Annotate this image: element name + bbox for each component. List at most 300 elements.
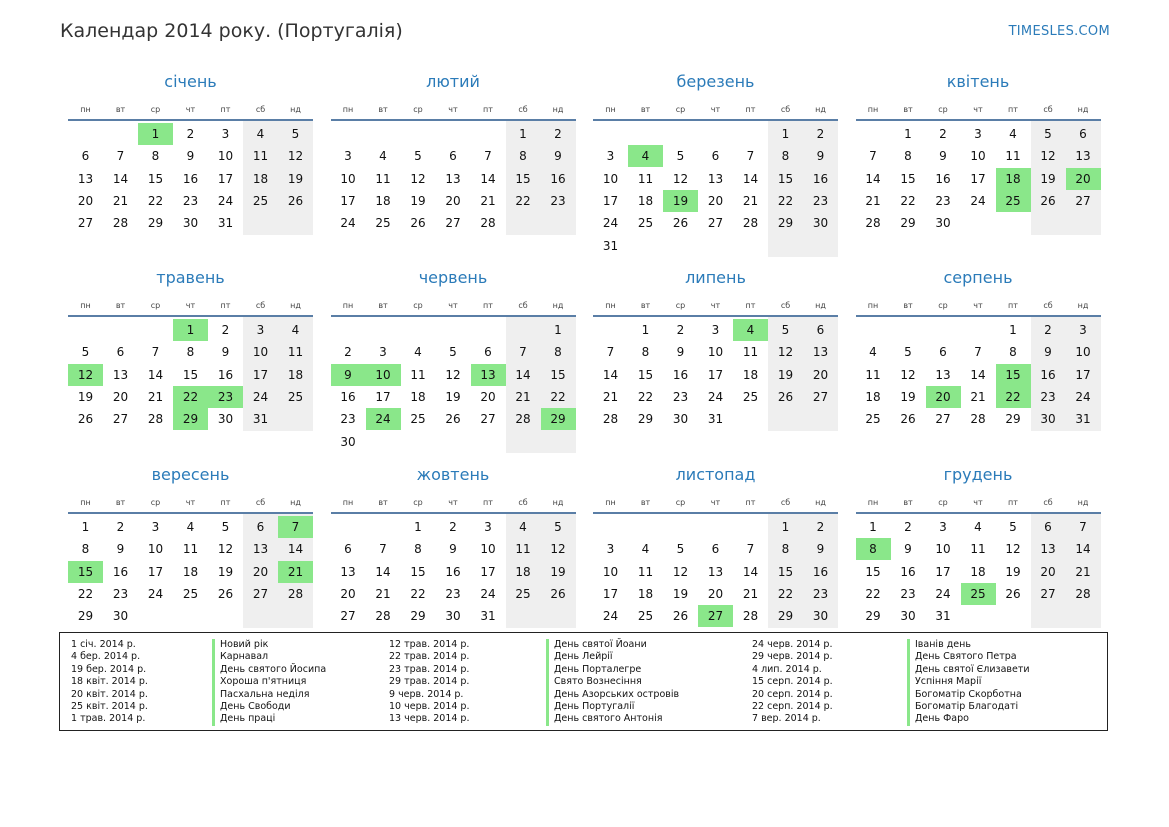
day-cell[interactable]: 20 [77, 193, 94, 208]
day-cell[interactable]: 13 [1075, 149, 1091, 164]
day-cell[interactable]: 24 [602, 609, 619, 624]
day-cell[interactable]: 16 [935, 171, 951, 186]
day-cell[interactable]: 7 [869, 149, 877, 164]
holiday-day-cell[interactable]: 25 [961, 583, 996, 605]
day-cell[interactable]: 8 [554, 345, 562, 360]
day-cell[interactable]: 23 [900, 586, 916, 601]
day-cell[interactable]: 26 [1040, 193, 1056, 208]
day-cell[interactable]: 1 [904, 127, 912, 141]
day-cell[interactable]: 11 [637, 171, 654, 186]
day-cell[interactable]: 1 [641, 323, 650, 337]
day-cell[interactable]: 28 [147, 412, 164, 427]
day-cell[interactable]: 25 [742, 389, 759, 404]
day-cell[interactable]: 14 [112, 171, 129, 186]
day-cell[interactable]: 11 [515, 542, 531, 557]
day-cell[interactable]: 14 [375, 564, 391, 579]
day-cell[interactable]: 17 [480, 564, 496, 579]
day-cell[interactable]: 8 [781, 149, 790, 164]
day-cell[interactable]: 26 [550, 586, 566, 601]
day-cell[interactable]: 15 [410, 564, 426, 579]
day-cell[interactable]: 11 [410, 367, 426, 382]
day-cell[interactable]: 17 [252, 367, 269, 382]
day-cell[interactable]: 3 [606, 542, 615, 557]
day-cell[interactable]: 17 [147, 564, 164, 579]
day-cell[interactable]: 29 [77, 609, 94, 624]
day-cell[interactable]: 14 [515, 367, 531, 382]
day-cell[interactable]: 19 [445, 389, 461, 404]
day-cell[interactable]: 31 [1075, 412, 1091, 427]
day-cell[interactable]: 26 [287, 193, 304, 208]
day-cell[interactable]: 24 [147, 586, 164, 601]
day-cell[interactable]: 12 [900, 367, 916, 382]
day-cell[interactable]: 31 [602, 238, 619, 253]
day-cell[interactable]: 28 [375, 609, 391, 624]
day-cell[interactable]: 31 [935, 609, 951, 624]
day-cell[interactable]: 24 [970, 193, 986, 208]
day-cell[interactable]: 14 [865, 171, 881, 186]
day-cell[interactable]: 31 [707, 412, 724, 427]
day-cell[interactable]: 11 [182, 542, 199, 557]
day-cell[interactable]: 28 [970, 412, 986, 427]
day-cell[interactable]: 18 [287, 367, 304, 382]
day-cell[interactable]: 2 [554, 127, 562, 141]
day-cell[interactable]: 21 [602, 389, 619, 404]
day-cell[interactable]: 3 [221, 127, 230, 141]
day-cell[interactable]: 7 [974, 345, 982, 360]
holiday-day-cell[interactable]: 8 [856, 538, 891, 560]
day-cell[interactable]: 22 [77, 586, 94, 601]
day-cell[interactable]: 30 [340, 434, 356, 449]
day-cell[interactable]: 13 [252, 542, 269, 557]
day-cell[interactable]: 24 [1075, 389, 1091, 404]
day-cell[interactable]: 13 [340, 564, 356, 579]
day-cell[interactable]: 12 [217, 542, 234, 557]
day-cell[interactable]: 14 [602, 367, 619, 382]
day-cell[interactable]: 4 [641, 542, 650, 557]
day-cell[interactable]: 9 [116, 542, 125, 557]
day-cell[interactable]: 11 [252, 149, 269, 164]
day-cell[interactable]: 23 [340, 412, 356, 427]
day-cell[interactable]: 10 [217, 149, 234, 164]
holiday-day-cell[interactable]: 20 [1066, 168, 1101, 190]
day-cell[interactable]: 20 [252, 564, 269, 579]
day-cell[interactable]: 19 [1005, 564, 1021, 579]
day-cell[interactable]: 6 [711, 149, 720, 164]
day-cell[interactable]: 22 [515, 193, 531, 208]
holiday-day-cell[interactable]: 25 [996, 190, 1031, 212]
day-cell[interactable]: 14 [1075, 542, 1091, 557]
day-cell[interactable]: 24 [602, 216, 619, 231]
day-cell[interactable]: 15 [777, 171, 794, 186]
day-cell[interactable]: 27 [812, 389, 829, 404]
day-cell[interactable]: 30 [1040, 412, 1056, 427]
day-cell[interactable]: 10 [935, 542, 951, 557]
holiday-day-cell[interactable]: 9 [331, 364, 366, 386]
day-cell[interactable]: 12 [1005, 542, 1021, 557]
day-cell[interactable]: 25 [637, 216, 654, 231]
day-cell[interactable]: 18 [970, 564, 986, 579]
day-cell[interactable]: 3 [344, 149, 352, 164]
day-cell[interactable]: 3 [379, 345, 387, 360]
day-cell[interactable]: 6 [81, 149, 90, 164]
day-cell[interactable]: 10 [1075, 345, 1091, 360]
day-cell[interactable]: 9 [554, 149, 562, 164]
day-cell[interactable]: 18 [252, 171, 269, 186]
holiday-day-cell[interactable]: 15 [996, 364, 1031, 386]
day-cell[interactable]: 9 [904, 542, 912, 557]
day-cell[interactable]: 16 [445, 564, 461, 579]
day-cell[interactable]: 14 [742, 564, 759, 579]
day-cell[interactable]: 11 [637, 564, 654, 579]
day-cell[interactable]: 15 [147, 171, 164, 186]
day-cell[interactable]: 21 [375, 586, 391, 601]
day-cell[interactable]: 17 [375, 389, 391, 404]
day-cell[interactable]: 27 [445, 216, 461, 231]
day-cell[interactable]: 13 [707, 171, 724, 186]
day-cell[interactable]: 20 [112, 389, 129, 404]
day-cell[interactable]: 12 [672, 564, 689, 579]
day-cell[interactable]: 27 [77, 216, 94, 231]
day-cell[interactable]: 19 [777, 367, 794, 382]
day-cell[interactable]: 27 [252, 586, 269, 601]
day-cell[interactable]: 29 [777, 216, 794, 231]
day-cell[interactable]: 30 [217, 412, 234, 427]
day-cell[interactable]: 27 [1075, 193, 1091, 208]
day-cell[interactable]: 22 [637, 389, 654, 404]
day-cell[interactable]: 30 [812, 216, 829, 231]
day-cell[interactable]: 19 [77, 389, 94, 404]
holiday-day-cell[interactable]: 12 [68, 364, 103, 386]
day-cell[interactable]: 1 [781, 520, 790, 534]
day-cell[interactable]: 17 [340, 193, 356, 208]
day-cell[interactable]: 6 [1044, 520, 1052, 534]
day-cell[interactable]: 4 [414, 345, 422, 360]
day-cell[interactable]: 8 [1009, 345, 1017, 360]
day-cell[interactable]: 5 [291, 127, 300, 141]
day-cell[interactable]: 10 [480, 542, 496, 557]
day-cell[interactable]: 30 [935, 216, 951, 231]
day-cell[interactable]: 1 [519, 127, 527, 141]
day-cell[interactable]: 5 [676, 542, 685, 557]
day-cell[interactable]: 6 [711, 542, 720, 557]
day-cell[interactable]: 25 [375, 216, 391, 231]
day-cell[interactable]: 16 [182, 171, 199, 186]
day-cell[interactable]: 25 [287, 389, 304, 404]
day-cell[interactable]: 28 [602, 412, 619, 427]
day-cell[interactable]: 21 [865, 193, 881, 208]
holiday-day-cell[interactable]: 4 [628, 145, 663, 167]
day-cell[interactable]: 1 [781, 127, 790, 141]
day-cell[interactable]: 4 [379, 149, 387, 164]
holiday-day-cell[interactable]: 24 [366, 408, 401, 430]
day-cell[interactable]: 21 [480, 193, 496, 208]
day-cell[interactable]: 6 [256, 520, 265, 534]
day-cell[interactable]: 4 [519, 520, 527, 534]
day-cell[interactable]: 26 [217, 586, 234, 601]
day-cell[interactable]: 21 [742, 586, 759, 601]
day-cell[interactable]: 6 [1079, 127, 1087, 141]
day-cell[interactable]: 1 [869, 520, 877, 534]
day-cell[interactable]: 19 [287, 171, 304, 186]
day-cell[interactable]: 6 [116, 345, 125, 360]
day-cell[interactable]: 21 [742, 193, 759, 208]
holiday-day-cell[interactable]: 20 [926, 386, 961, 408]
holiday-day-cell[interactable]: 10 [366, 364, 401, 386]
day-cell[interactable]: 4 [291, 323, 300, 337]
day-cell[interactable]: 30 [112, 609, 129, 624]
day-cell[interactable]: 27 [340, 609, 356, 624]
day-cell[interactable]: 27 [112, 412, 129, 427]
day-cell[interactable]: 9 [449, 542, 457, 557]
day-cell[interactable]: 17 [970, 171, 986, 186]
day-cell[interactable]: 16 [672, 367, 689, 382]
day-cell[interactable]: 5 [554, 520, 562, 534]
holiday-day-cell[interactable]: 4 [733, 319, 768, 341]
day-cell[interactable]: 24 [217, 193, 234, 208]
day-cell[interactable]: 8 [904, 149, 912, 164]
brand-link[interactable]: TIMESLES.COM [1008, 24, 1110, 39]
day-cell[interactable]: 19 [1040, 171, 1056, 186]
day-cell[interactable]: 25 [182, 586, 199, 601]
day-cell[interactable]: 5 [81, 345, 90, 360]
day-cell[interactable]: 20 [707, 586, 724, 601]
day-cell[interactable]: 16 [812, 564, 829, 579]
holiday-day-cell[interactable]: 29 [541, 408, 576, 430]
day-cell[interactable]: 6 [816, 323, 825, 337]
day-cell[interactable]: 29 [900, 216, 916, 231]
day-cell[interactable]: 8 [519, 149, 527, 164]
day-cell[interactable]: 10 [147, 542, 164, 557]
holiday-day-cell[interactable]: 1 [173, 319, 208, 341]
holiday-day-cell[interactable]: 19 [663, 190, 698, 212]
holiday-day-cell[interactable]: 22 [996, 386, 1031, 408]
day-cell[interactable]: 8 [151, 149, 160, 164]
day-cell[interactable]: 2 [676, 323, 685, 337]
day-cell[interactable]: 5 [676, 149, 685, 164]
day-cell[interactable]: 2 [221, 323, 230, 337]
day-cell[interactable]: 7 [519, 345, 527, 360]
day-cell[interactable]: 13 [1040, 542, 1056, 557]
day-cell[interactable]: 7 [484, 149, 492, 164]
day-cell[interactable]: 3 [606, 149, 615, 164]
day-cell[interactable]: 2 [449, 520, 457, 534]
day-cell[interactable]: 12 [672, 171, 689, 186]
day-cell[interactable]: 10 [252, 345, 269, 360]
day-cell[interactable]: 15 [900, 171, 916, 186]
day-cell[interactable]: 10 [602, 564, 619, 579]
day-cell[interactable]: 24 [480, 586, 496, 601]
day-cell[interactable]: 14 [970, 367, 986, 382]
day-cell[interactable]: 2 [816, 520, 825, 534]
day-cell[interactable]: 21 [1075, 564, 1091, 579]
day-cell[interactable]: 14 [742, 171, 759, 186]
day-cell[interactable]: 4 [869, 345, 877, 360]
day-cell[interactable]: 30 [672, 412, 689, 427]
day-cell[interactable]: 5 [449, 345, 457, 360]
day-cell[interactable]: 2 [116, 520, 125, 534]
day-cell[interactable]: 22 [410, 586, 426, 601]
day-cell[interactable]: 17 [217, 171, 234, 186]
day-cell[interactable]: 30 [445, 609, 461, 624]
holiday-day-cell[interactable]: 22 [173, 386, 208, 408]
day-cell[interactable]: 30 [900, 609, 916, 624]
day-cell[interactable]: 10 [707, 345, 724, 360]
day-cell[interactable]: 14 [287, 542, 304, 557]
day-cell[interactable]: 29 [637, 412, 654, 427]
day-cell[interactable]: 6 [344, 542, 352, 557]
day-cell[interactable]: 24 [340, 216, 356, 231]
day-cell[interactable]: 8 [81, 542, 90, 557]
day-cell[interactable]: 25 [515, 586, 531, 601]
day-cell[interactable]: 21 [112, 193, 129, 208]
day-cell[interactable]: 16 [217, 367, 234, 382]
holiday-day-cell[interactable]: 1 [138, 123, 173, 145]
day-cell[interactable]: 23 [182, 193, 199, 208]
day-cell[interactable]: 1 [414, 520, 422, 534]
day-cell[interactable]: 14 [147, 367, 164, 382]
day-cell[interactable]: 16 [812, 171, 829, 186]
day-cell[interactable]: 1 [1009, 323, 1017, 337]
day-cell[interactable]: 8 [414, 542, 422, 557]
day-cell[interactable]: 9 [186, 149, 195, 164]
day-cell[interactable]: 26 [900, 412, 916, 427]
day-cell[interactable]: 15 [182, 367, 199, 382]
day-cell[interactable]: 26 [445, 412, 461, 427]
day-cell[interactable]: 26 [1005, 586, 1021, 601]
day-cell[interactable]: 13 [812, 345, 829, 360]
day-cell[interactable]: 19 [672, 586, 689, 601]
day-cell[interactable]: 21 [970, 389, 986, 404]
day-cell[interactable]: 20 [445, 193, 461, 208]
day-cell[interactable]: 11 [970, 542, 986, 557]
day-cell[interactable]: 25 [252, 193, 269, 208]
day-cell[interactable]: 15 [515, 171, 531, 186]
day-cell[interactable]: 28 [480, 216, 496, 231]
day-cell[interactable]: 19 [217, 564, 234, 579]
day-cell[interactable]: 20 [480, 389, 496, 404]
day-cell[interactable]: 19 [900, 389, 916, 404]
day-cell[interactable]: 29 [865, 609, 881, 624]
day-cell[interactable]: 19 [550, 564, 566, 579]
day-cell[interactable]: 7 [379, 542, 387, 557]
day-cell[interactable]: 18 [742, 367, 759, 382]
day-cell[interactable]: 5 [1009, 520, 1017, 534]
day-cell[interactable]: 14 [480, 171, 496, 186]
day-cell[interactable]: 8 [781, 542, 790, 557]
day-cell[interactable]: 25 [865, 412, 881, 427]
day-cell[interactable]: 11 [375, 171, 391, 186]
day-cell[interactable]: 17 [602, 193, 619, 208]
day-cell[interactable]: 5 [414, 149, 422, 164]
day-cell[interactable]: 6 [939, 345, 947, 360]
day-cell[interactable]: 16 [112, 564, 129, 579]
day-cell[interactable]: 22 [550, 389, 566, 404]
day-cell[interactable]: 18 [410, 389, 426, 404]
day-cell[interactable]: 16 [1040, 367, 1056, 382]
day-cell[interactable]: 13 [445, 171, 461, 186]
day-cell[interactable]: 9 [221, 345, 230, 360]
day-cell[interactable]: 18 [637, 586, 654, 601]
day-cell[interactable]: 17 [1075, 367, 1091, 382]
day-cell[interactable]: 6 [449, 149, 457, 164]
day-cell[interactable]: 2 [344, 345, 352, 360]
day-cell[interactable]: 23 [935, 193, 951, 208]
day-cell[interactable]: 16 [340, 389, 356, 404]
day-cell[interactable]: 12 [287, 149, 304, 164]
day-cell[interactable]: 27 [1040, 586, 1056, 601]
day-cell[interactable]: 12 [777, 345, 794, 360]
day-cell[interactable]: 20 [1040, 564, 1056, 579]
day-cell[interactable]: 7 [746, 542, 755, 557]
day-cell[interactable]: 25 [410, 412, 426, 427]
day-cell[interactable]: 15 [865, 564, 881, 579]
day-cell[interactable]: 22 [900, 193, 916, 208]
day-cell[interactable]: 26 [77, 412, 94, 427]
day-cell[interactable]: 17 [935, 564, 951, 579]
day-cell[interactable]: 7 [746, 149, 755, 164]
day-cell[interactable]: 10 [970, 149, 986, 164]
holiday-day-cell[interactable]: 21 [278, 561, 313, 583]
day-cell[interactable]: 24 [935, 586, 951, 601]
holiday-day-cell[interactable]: 18 [996, 168, 1031, 190]
day-cell[interactable]: 12 [445, 367, 461, 382]
day-cell[interactable]: 7 [151, 345, 160, 360]
day-cell[interactable]: 31 [480, 609, 496, 624]
day-cell[interactable]: 2 [939, 127, 947, 141]
day-cell[interactable]: 19 [410, 193, 426, 208]
day-cell[interactable]: 1 [81, 520, 90, 534]
day-cell[interactable]: 22 [777, 586, 794, 601]
day-cell[interactable]: 23 [812, 586, 829, 601]
day-cell[interactable]: 10 [340, 171, 356, 186]
day-cell[interactable]: 25 [637, 609, 654, 624]
day-cell[interactable]: 23 [812, 193, 829, 208]
day-cell[interactable]: 10 [602, 171, 619, 186]
day-cell[interactable]: 5 [221, 520, 230, 534]
day-cell[interactable]: 2 [904, 520, 912, 534]
day-cell[interactable]: 15 [777, 564, 794, 579]
day-cell[interactable]: 5 [781, 323, 790, 337]
day-cell[interactable]: 11 [1005, 149, 1021, 164]
day-cell[interactable]: 2 [186, 127, 195, 141]
day-cell[interactable]: 26 [672, 609, 689, 624]
day-cell[interactable]: 13 [112, 367, 129, 382]
day-cell[interactable]: 4 [1009, 127, 1017, 141]
day-cell[interactable]: 28 [1075, 586, 1091, 601]
day-cell[interactable]: 16 [550, 171, 566, 186]
day-cell[interactable]: 3 [151, 520, 160, 534]
day-cell[interactable]: 11 [742, 345, 759, 360]
day-cell[interactable]: 9 [816, 542, 825, 557]
day-cell[interactable]: 23 [672, 389, 689, 404]
day-cell[interactable]: 3 [1079, 323, 1087, 337]
day-cell[interactable]: 23 [112, 586, 129, 601]
holiday-day-cell[interactable]: 23 [208, 386, 243, 408]
day-cell[interactable]: 3 [974, 127, 982, 141]
day-cell[interactable]: 29 [1005, 412, 1021, 427]
day-cell[interactable]: 18 [637, 193, 654, 208]
day-cell[interactable]: 24 [252, 389, 269, 404]
day-cell[interactable]: 12 [410, 171, 426, 186]
day-cell[interactable]: 4 [186, 520, 195, 534]
day-cell[interactable]: 3 [256, 323, 265, 337]
day-cell[interactable]: 18 [375, 193, 391, 208]
day-cell[interactable]: 11 [287, 345, 304, 360]
day-cell[interactable]: 5 [1044, 127, 1052, 141]
day-cell[interactable]: 20 [812, 367, 829, 382]
day-cell[interactable]: 28 [742, 216, 759, 231]
day-cell[interactable]: 7 [116, 149, 125, 164]
